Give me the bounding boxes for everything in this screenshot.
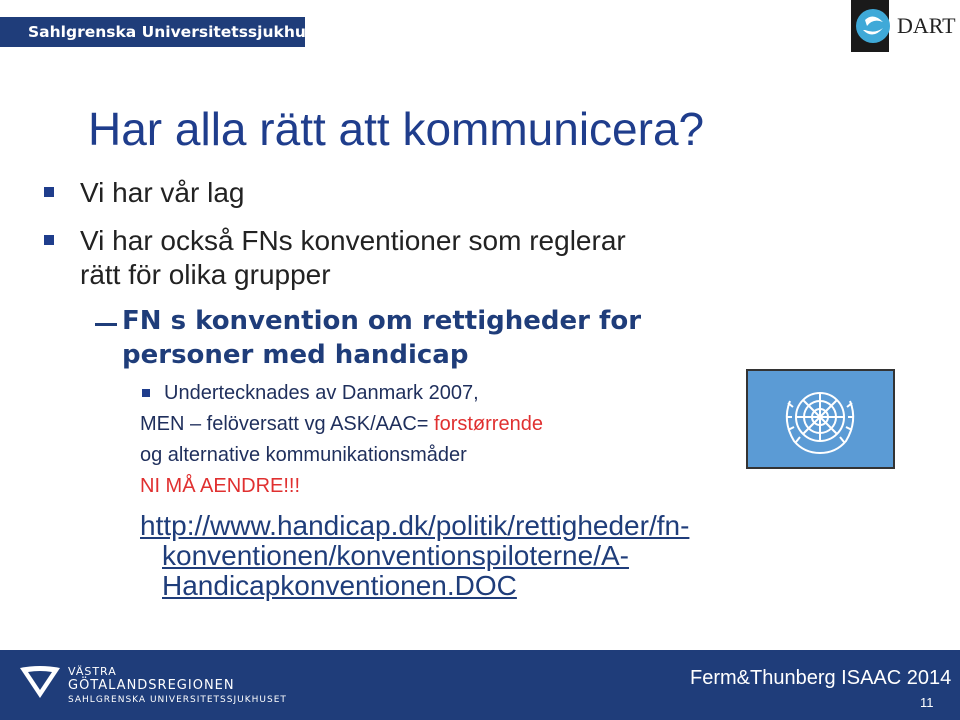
hospital-name-banner: Sahlgrenska Universitetssjukhuset — [0, 17, 305, 47]
link-line[interactable]: http://www.handicap.dk/politik/rettigheder/fn- — [140, 510, 690, 541]
dash-marker — [95, 323, 117, 326]
body-text-prefix: MEN – felöversatt vg ASK/AAC= — [140, 413, 435, 435]
link-line[interactable]: konventionen/konventionspiloterne/A- — [162, 540, 629, 571]
slide-title: Har alla rätt att kommunicera? — [88, 103, 705, 155]
bullet-marker — [44, 187, 54, 197]
sub-sub-bullet-text: Undertecknades av Danmark 2007, — [164, 382, 479, 404]
bullet-marker — [142, 389, 150, 397]
org-name-line2: GÖTALANDSREGIONEN — [68, 678, 235, 693]
highlight-text: forstørrende — [434, 413, 543, 435]
dart-logo-icon — [851, 0, 960, 52]
body-text — [140, 409, 543, 440]
bullet-text: Vi har vår lag — [80, 177, 245, 208]
bullet-text-continued: rätt för olika grupper — [80, 259, 331, 290]
un-emblem-icon — [748, 371, 893, 467]
footer-credit: Ferm&Thunberg ISAAC 2014 — [690, 667, 952, 689]
un-flag-icon — [746, 369, 895, 469]
sub-bullet-line: personer med handicap — [122, 340, 469, 370]
warning-text: NI MÅ AENDRE!!! — [140, 475, 301, 497]
page-number: 11 — [920, 695, 934, 710]
org-name-line1: VÄSTRA — [68, 665, 117, 678]
vgr-logo-icon — [18, 662, 62, 702]
bullet-text: Vi har också FNs konventioner som reglerar — [80, 225, 626, 256]
dart-logo-text: DART — [897, 13, 956, 38]
bullet-marker — [44, 235, 54, 245]
reference-link[interactable] — [140, 511, 689, 601]
sub-bullet-heading — [122, 304, 641, 372]
body-text: og alternative kommunikationsmåder — [140, 444, 467, 466]
sub-bullet-line: FN s konvention om rettigheder for — [122, 306, 642, 336]
link-line[interactable]: Handicapkonventionen.DOC — [162, 570, 517, 601]
org-name-line3: SAHLGRENSKA UNIVERSITETSSJUKHUSET — [68, 695, 287, 705]
footer-bar — [0, 650, 960, 720]
